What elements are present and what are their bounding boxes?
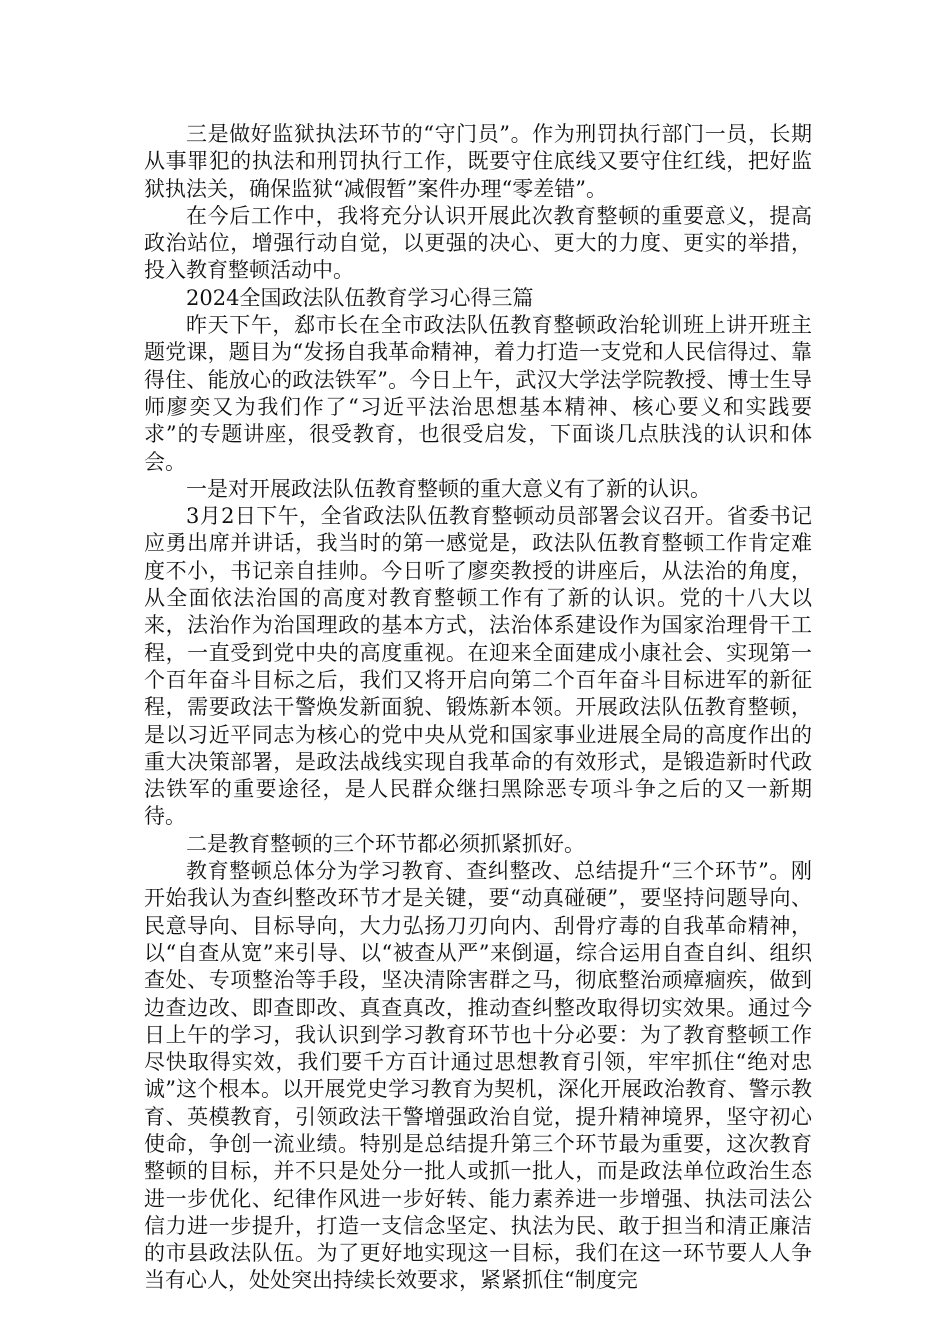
point-two-heading: 二是教育整顿的三个环节都必须抓紧抓好。 bbox=[186, 831, 585, 856]
paragraph-point-two: 教育整顿总体分为学习教育、查纠整改、总结提升“三个环节”。刚开始我认为查纠整改环节才是关键，要“动真碰硬”，要坚持问题导向、民意导向、目标导向，大力弘扬刀刃向内、刮骨疗毒的自我革命精神，以“自查从宽”来引导、以“被查从严”来倒逼，综合运用自查自纠、组织查处、专项整治等手段，坚决清除害群之马，彻底整治顽瘴痼疾，做到边查边改、即查即改、真查真改，推动查纠整改取得切实效果。通过今日上午的学习，我认识到学习教育环节也十分必要：为了教育整顿工作尽快取得实效，我们要千方百计通过思想教育引领，牢牢抓住“绝对忠诚”这个根本。以开展党史学习教育为契机，深化开展政治教育、警示教育、英模教育，引领政法干警增强政治自觉，提升精神境界，坚守初心使命，争创一流业绩。特别是总结提升第三个环节最为重要，这次教育整顿的目标，并不只是处分一批人或抓一批人，而是政法单位政治生态进一步优化、纪律作风进一步好转、能力素养进一步增强、执法司法公信力进一步提升，打造一支信念坚定、执法为民、敢于担当和清正廉洁的市县政法队伍。为了更好地实现这一目标，我们在这一环节要人人争当有心人，处处突出持续长效要求，紧紧抓住“制度完 bbox=[144, 859, 812, 1293]
paragraph-gatekeeper: 三是做好监狱执法环节的“守门员”。作为刑罚执行部门一员，长期从事罪犯的执法和刑罚执行工作，既要守住底线又要守住红线，把好监狱执法关，确保监狱“减假暂”案件办理“零差错”。 bbox=[144, 122, 812, 201]
paragraph-point-one: 3月2日下午，全省政法队伍教育整顿动员部署会议召开。省委书记应勇出席并讲话，我当时的第一感觉是，政法队伍教育整顿工作肯定难度不小，书记亲自挂帅。今日听了廖奕教授的讲座后，从法治的角度，从全面依法治国的高度对教育整顿工作有了新的认识。党的十八大以来，法治作为治国理政的基本方式，法治体系建设作为国家治理骨干工程，一直受到党中央的高度重视。在迎来全面建成小康社会、实现第一个百年奋斗目标之后，我们又将开启向第二个百年奋斗目标进军的新征程，需要政法干警焕发新面貌、锻炼新本领。开展政法队伍教育整顿，是以习近平同志为核心的党中央从党和国家事业进展全局的高度作出的重大决策部署，是政法战线实现自我革命的有效形式，是锻造新时代政法铁军的重要途径，是人民群众继扫黑除恶专项斗争之后的又一新期待。 bbox=[144, 504, 812, 829]
paragraph-future-work: 在今后工作中，我将充分认识开展此次教育整顿的重要意义，提高政治站位，增强行动自觉，以更强的决心、更大的力度、更实的举措，投入教育整顿活动中。 bbox=[144, 203, 812, 283]
paragraph-lecture-intro: 昨天下午，郄市长在全市政法队伍教育整顿政治轮训班上讲开班主题党课，题目为“发扬自我革命精神，着力打造一支党和人民信得过、靠得住、能放心的政法铁军”。今日上午，武汉大学法学院教授、博士生导师廖奕又为我们作了“习近平法治思想基本精神、核心要义和实践要求”的专题讲座，很受教育，也很受启发，下面谈几点肤浅的认识和体会。 bbox=[144, 313, 812, 474]
section-title: 2024全国政法队伍教育学习心得三篇 bbox=[186, 285, 534, 310]
document-body bbox=[144, 121, 812, 1295]
point-one-heading: 一是对开展政法队伍教育整顿的重大意义有了新的认识。 bbox=[186, 476, 711, 501]
